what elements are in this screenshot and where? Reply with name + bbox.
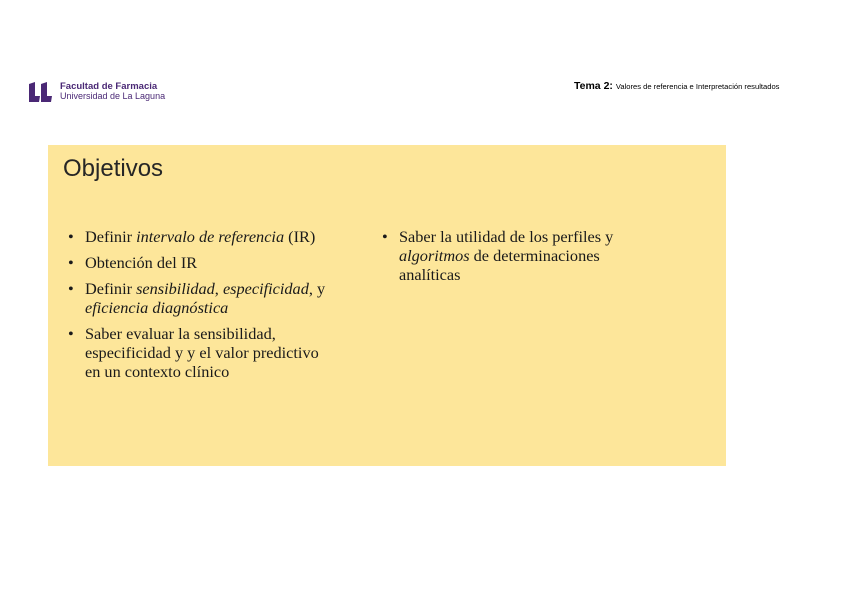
item-emphasis: eficiencia diagnóstica: [85, 298, 229, 317]
item-text: de determinaciones analíticas: [399, 246, 600, 284]
item-emphasis: sensibilidad: [136, 279, 215, 298]
item-emphasis: intervalo de referencia: [136, 227, 285, 246]
list-item: [64, 227, 334, 246]
item-text: Obtención del IR: [85, 253, 198, 272]
item-text: Saber evaluar la sensibilidad, especificidad y y el valor predictivo en un contexto clínico: [85, 324, 319, 381]
objectives-panel: [48, 145, 726, 466]
list-item: [64, 253, 334, 272]
item-text: Saber la utilidad de los perfiles y: [399, 227, 614, 246]
faculty-logo: [28, 82, 165, 102]
logo-faculty-name: Facultad de Farmacia: [60, 81, 158, 93]
item-text: (IR): [284, 227, 316, 246]
logo-university-name: Universidad de La Laguna: [60, 91, 166, 102]
item-text: Definir: [85, 279, 137, 298]
item-text: ,: [214, 279, 223, 298]
item-text: , y: [308, 279, 326, 298]
topic-label: Tema 2:: [574, 80, 613, 92]
objectives-list-left: [64, 227, 334, 388]
panel-title: Objetivos: [63, 155, 164, 182]
list-item: [378, 227, 643, 284]
item-text: Definir: [85, 227, 137, 246]
ull-logo-icon: [28, 82, 52, 102]
list-item: [64, 324, 334, 381]
topic-header: [574, 80, 779, 92]
item-emphasis: especificidad: [222, 279, 309, 298]
objectives-list-right: [378, 227, 643, 291]
item-emphasis: algoritmos: [399, 246, 470, 265]
logo-text: [60, 82, 165, 101]
list-item: [64, 279, 334, 317]
topic-detail: Valores de referencia e Interpretación resultados: [615, 82, 780, 91]
